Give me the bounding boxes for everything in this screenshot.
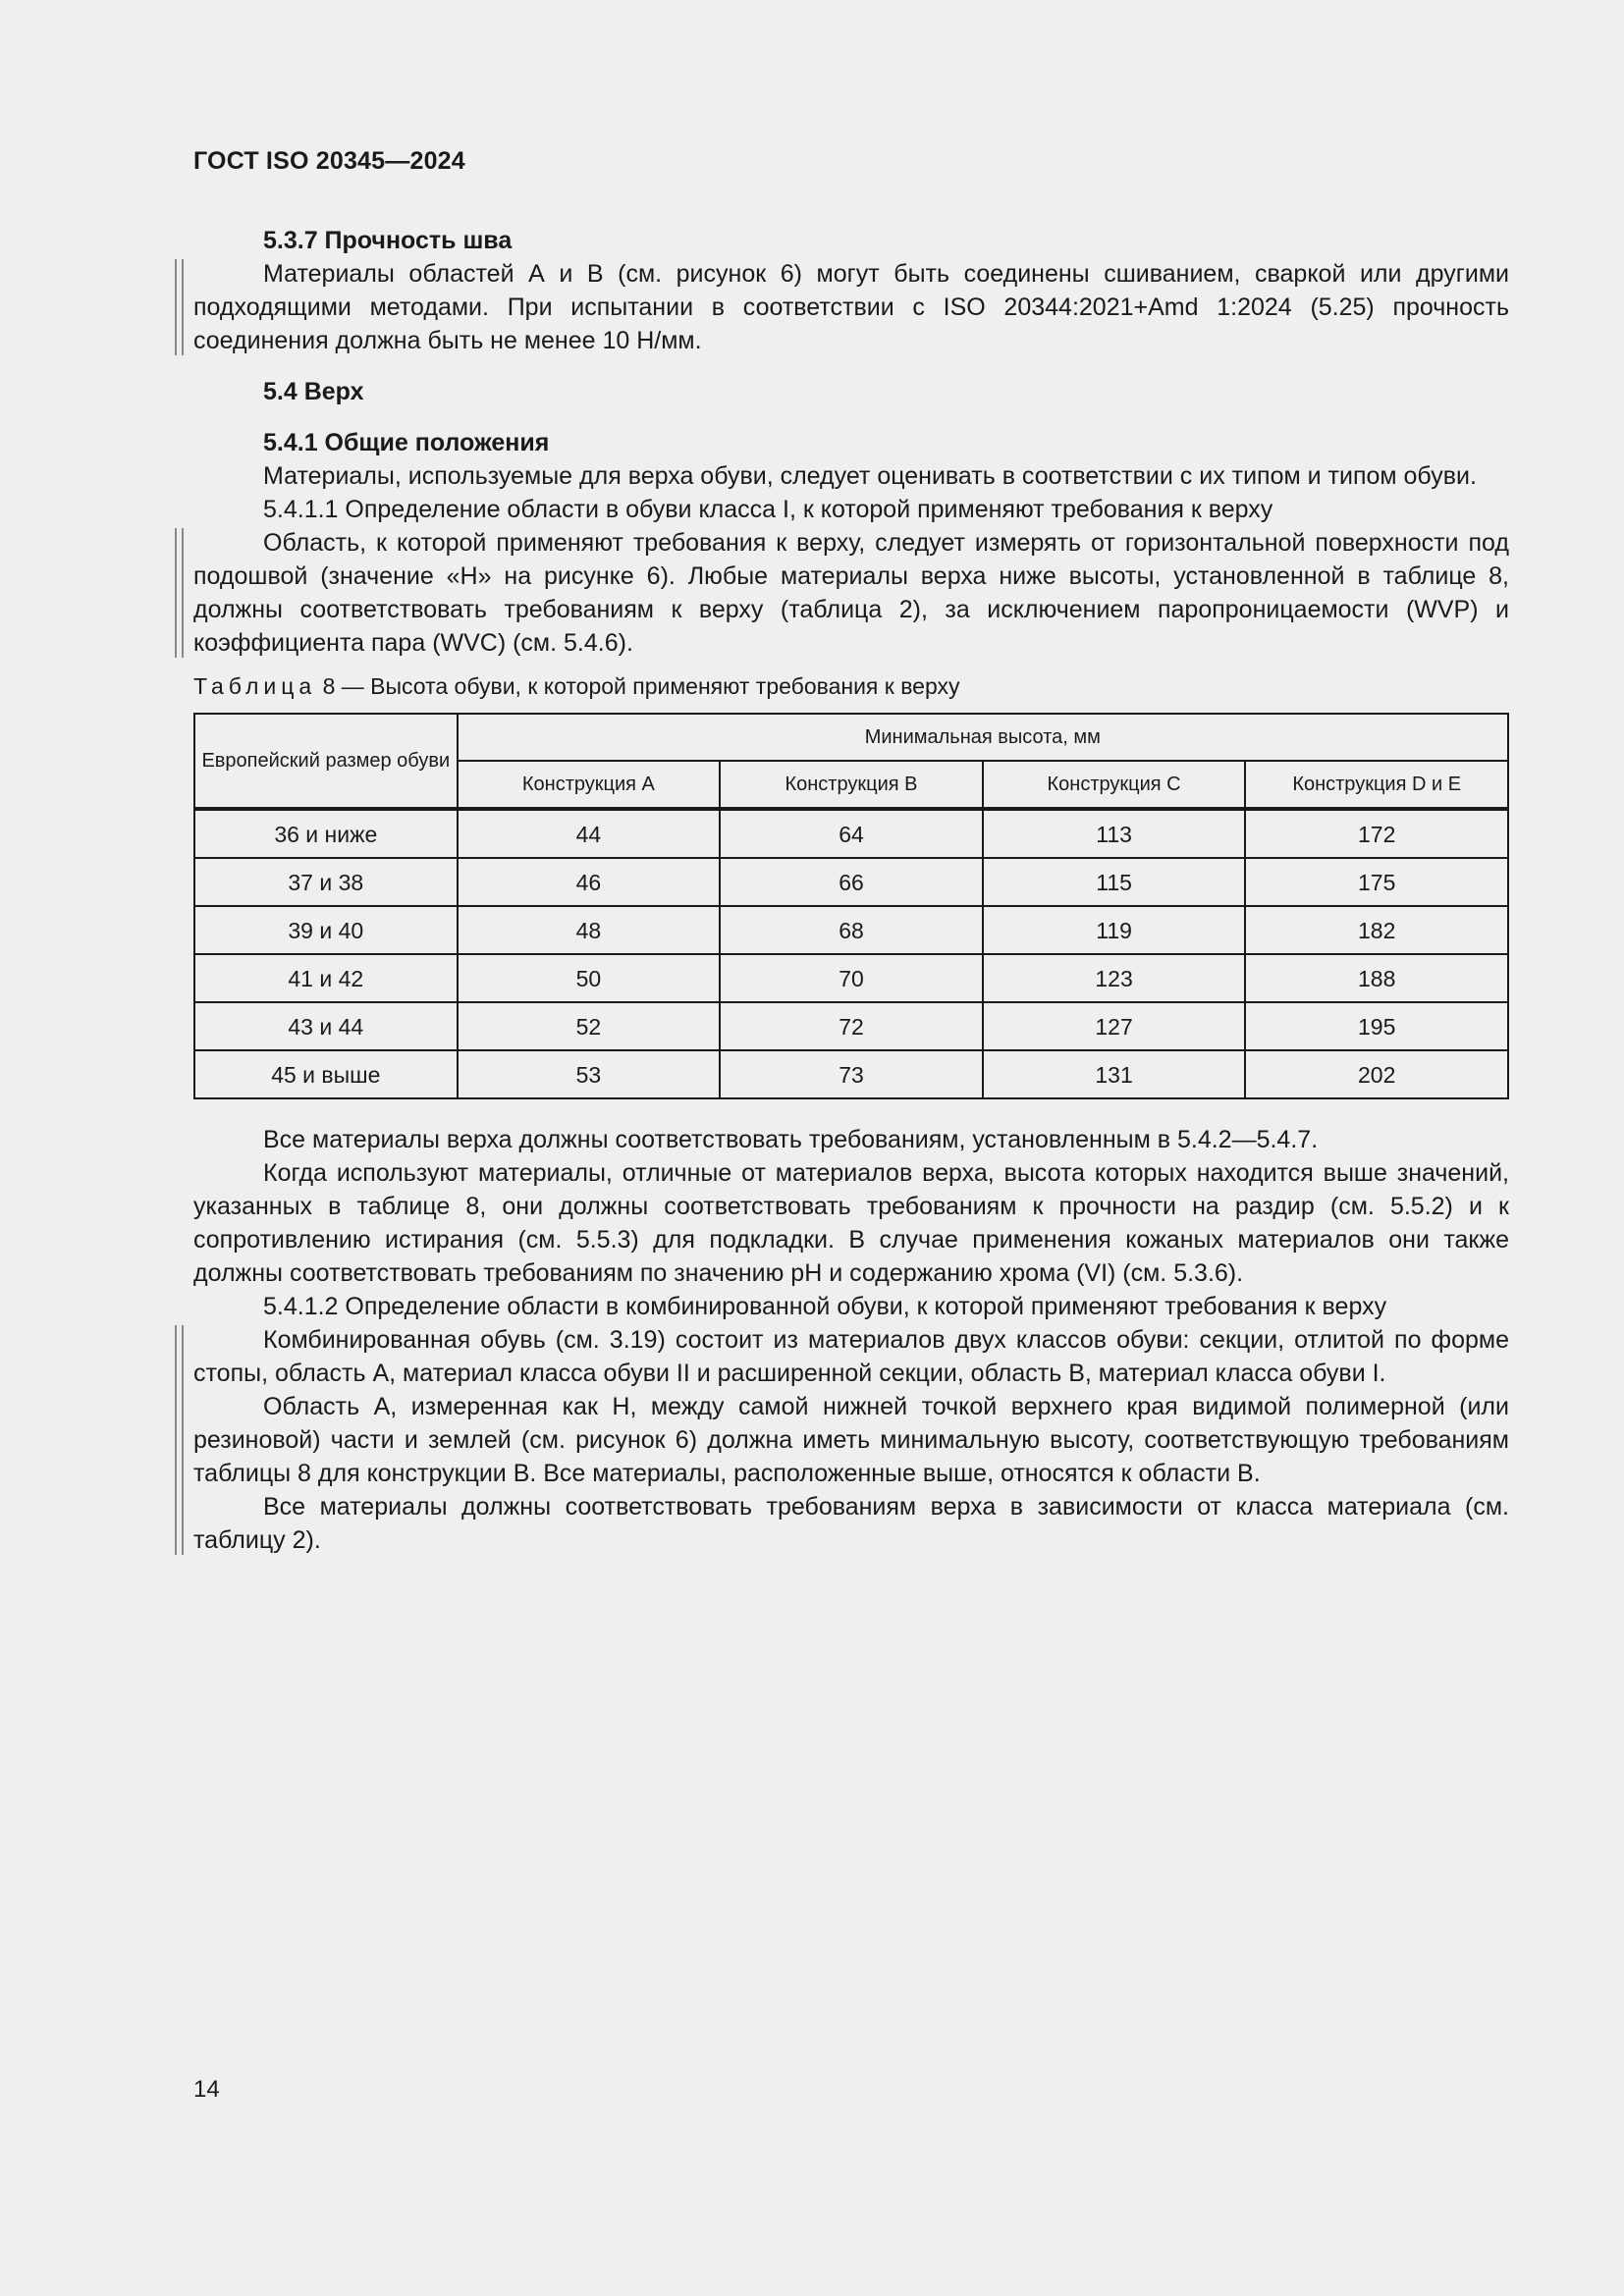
section-5-4-title: 5.4 Верх — [263, 378, 364, 405]
paragraph-area-a: Область А, измеренная как Н, между самой нижней точкой верхнего края видимой полимерной (или резиновой) части и землей (см. рисунок 6) должна иметь минимальную высоту, соответствующую требованиям таблицы 8 для конструкции В. Все материалы, расположенные выше, относятся к области В. — [193, 1393, 1509, 1487]
section-5-4-1-title: 5.4.1 Общие положения — [263, 429, 550, 456]
cell-a: 53 — [458, 1050, 721, 1098]
cell-a: 48 — [458, 906, 721, 954]
cell-b: 68 — [720, 906, 983, 954]
cell-b: 72 — [720, 1002, 983, 1050]
cell-c: 131 — [983, 1050, 1246, 1098]
cell-size: 45 и выше — [194, 1050, 458, 1098]
header-min-height: Минимальная высота, мм — [458, 714, 1508, 761]
cell-c: 119 — [983, 906, 1246, 954]
cell-de: 202 — [1245, 1050, 1508, 1098]
section-5-3-7-body: Материалы областей А и В (см. рисунок 6) могут быть соединены сшиванием, сваркой или другими подходящими методами. При испытании в соответствии с ISO 20344:2021+Amd 1:2024 (5.25) прочность соединения должна быть не менее 10 Н/мм. — [193, 257, 1509, 357]
section-5-4-1-1-title: 5.4.1.1 Определение области в обуви класса I, к которой применяют требования к верху — [263, 496, 1273, 523]
paragraph-all-materials: Все материалы верха должны соответствовать требованиям, установленным в 5.4.2—5.4.7. — [263, 1126, 1319, 1153]
cell-de: 182 — [1245, 906, 1508, 954]
table-8 — [193, 713, 1509, 1099]
section-5-4-1-2-title: 5.4.1.2 Определение области в комбинированной обуви, к которой применяют требования к верху — [263, 1293, 1387, 1320]
table-row — [194, 1002, 1508, 1050]
paragraph-combined-footwear: Комбинированная обувь (см. 3.19) состоит из материалов двух классов обуви: секции, отлитой по форме стопы, область А, материал класса обуви II и расширенной секции, область В, материал класса обуви I. — [193, 1326, 1509, 1387]
table-row — [194, 809, 1508, 858]
cell-size: 36 и ниже — [194, 809, 458, 858]
revised-block — [193, 1323, 1509, 1557]
table-8-caption — [193, 669, 1509, 703]
cell-de: 188 — [1245, 954, 1508, 1002]
section-5-4-1-body: Материалы, используемые для верха обуви, следует оценивать в соответствии с их типом и типом обуви. — [263, 462, 1477, 490]
cell-c: 115 — [983, 858, 1246, 906]
cell-a: 44 — [458, 809, 721, 858]
cell-size: 41 и 42 — [194, 954, 458, 1002]
cell-c: 113 — [983, 809, 1246, 858]
cell-size: 43 и 44 — [194, 1002, 458, 1050]
cell-a: 46 — [458, 858, 721, 906]
paragraph-other-materials: Когда используют материалы, отличные от материалов верха, высота которых находится выше значений, указанных в таблице 8, они должны соответствовать требованиям к прочности на раздир (см. 5.5.2) и к сопротивлению истирания (см. 5.5.3) для подкладки. В случае применения кожаных материалов они также должны соответствовать требованиям по значению pH и содержанию хрома (VI) (см. 5.3.6). — [193, 1159, 1509, 1287]
table-8-caption-text: 8 — Высота обуви, к которой применяют требования к верху — [316, 673, 960, 699]
table-row — [194, 954, 1508, 1002]
cell-b: 73 — [720, 1050, 983, 1098]
cell-size: 37 и 38 — [194, 858, 458, 906]
cell-size: 39 и 40 — [194, 906, 458, 954]
table-row — [194, 858, 1508, 906]
cell-a: 50 — [458, 954, 721, 1002]
paragraph-all-upper: Все материалы должны соответствовать требованиям верха в зависимости от класса материала (см. таблицу 2). — [193, 1493, 1509, 1554]
document-header: ГОСТ ISO 20345—2024 — [193, 147, 465, 175]
cell-b: 64 — [720, 809, 983, 858]
table-row — [194, 1050, 1508, 1098]
header-construction-c: Конструкция C — [983, 761, 1246, 809]
cell-c: 123 — [983, 954, 1246, 1002]
header-construction-de: Конструкция D и E — [1245, 761, 1508, 809]
page-number: 14 — [193, 2076, 220, 2103]
section-5-4-1-1-body: Область, к которой применяют требования к верху, следует измерять от горизонтальной поверхности под подошвой (значение «Н» на рисунке 6). Любые материалы верха ниже высоты, установленной в таблице 8, должны соответствовать требованиям к верху (таблица 2), за исключением паропроницаемости (WVP) и коэффициента пара (WVC) (см. 5.4.6). — [193, 526, 1509, 660]
cell-de: 195 — [1245, 1002, 1508, 1050]
cell-c: 127 — [983, 1002, 1246, 1050]
cell-b: 66 — [720, 858, 983, 906]
header-european-size: Европейский размер обуви — [194, 714, 458, 809]
table-row — [194, 906, 1508, 954]
header-construction-a: Конструкция A — [458, 761, 721, 809]
header-construction-b: Конструкция B — [720, 761, 983, 809]
page-content — [193, 224, 1509, 1557]
section-5-3-7-title: 5.3.7 Прочность шва — [263, 227, 513, 254]
cell-a: 52 — [458, 1002, 721, 1050]
cell-de: 172 — [1245, 809, 1508, 858]
table-8-caption-label: Таблица — [193, 673, 317, 699]
cell-b: 70 — [720, 954, 983, 1002]
cell-de: 175 — [1245, 858, 1508, 906]
